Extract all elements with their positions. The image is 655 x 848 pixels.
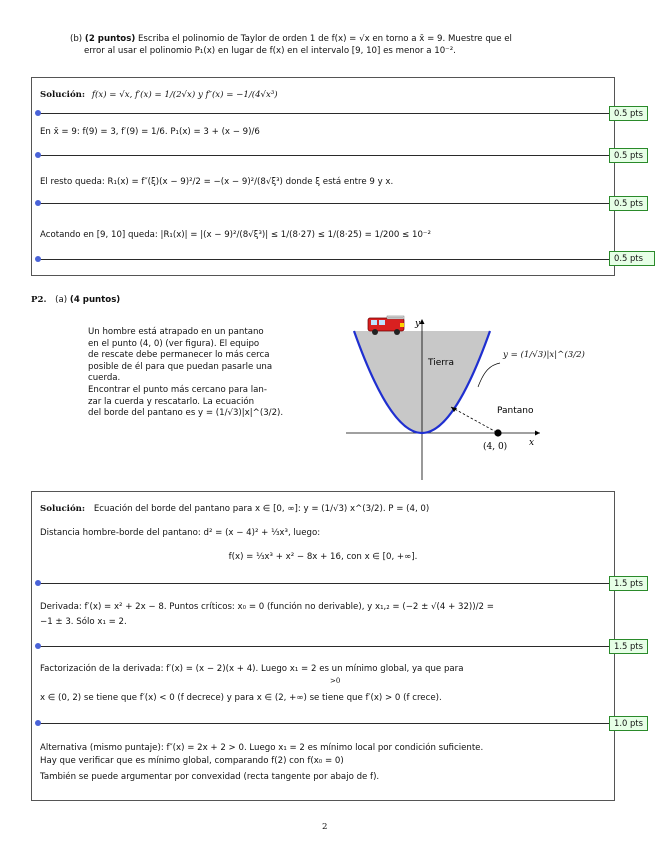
sol-a-r4b: −1 ± 3. Sólo x₁ = 2. <box>40 617 127 627</box>
sol-b-progress-line-4 <box>39 259 611 260</box>
part-b-text1: Escriba el polinomio de Taylor de orden 1 de f(x) = √x en torno a x̄ = 9. Muestre que el <box>137 34 512 44</box>
sol-a-r3: f(x) = ⅓x³ + x² − 8x + 16, con x ∈ [0, +∞]. <box>228 552 418 562</box>
p2-line-8: del borde del pantano es y = (1/√3)|x|^(3/2). <box>88 408 284 419</box>
sol-a-row1 <box>40 504 606 516</box>
sol-a-heading: Solución: <box>40 504 86 514</box>
sol-b-row1 <box>40 90 606 102</box>
part-b-label: (b) <box>70 34 83 44</box>
solution-a-box <box>31 491 615 801</box>
solution-b-box <box>31 77 615 276</box>
p2-line-3: de rescate debe permanecer lo más cerca <box>88 350 270 361</box>
sol-a-progress-line-2 <box>39 646 611 647</box>
sol-a-r5b: x ∈ (0, 2) se tiene que f′(x) < 0 (f decrece) y para x ∈ (2, +∞) se tiene que f′(x) > 0 (f crece). <box>40 693 442 703</box>
part-b-statement <box>70 34 630 57</box>
man-point <box>494 429 501 436</box>
sol-b-r4: Acotando en [9, 10] queda: |R₁(x)| = |(x − 9)²/(8√ξ³)| ≤ 1/(8·27) ≤ 1/(8·25) = 1/200 ≤ 10⁻² <box>40 230 431 240</box>
p2-line-2: en el punto (4, 0) (ver figura). El equipo <box>88 338 260 349</box>
p2-line-1: Un hombre está atrapado en un pantano <box>88 327 264 337</box>
curve-label-arrow <box>478 363 500 387</box>
p2-line-4: posible de él para que puedan pasarle una <box>88 361 273 372</box>
rescue-dashed-line <box>451 407 498 433</box>
sol-a-underbrace-label: >0 <box>330 677 341 685</box>
sol-b-r2: En x̄ = 9: f(9) = 3, f′(9) = 1/6. P₁(x) = 3 + (x − 9)/6 <box>40 127 260 137</box>
curve-equation-label: y = (1/√3)|x|^(3/2) <box>503 350 585 360</box>
sol-a-r6a: Alternativa (mismo puntaje): f″(x) = 2x + 2 > 0. Luego x₁ = 2 es mínimo local por condición suficiente. <box>40 743 484 753</box>
sol-b-r3: El resto queda: R₁(x) = f″(ξ)(x − 9)²/2 = −(x − 9)²/(8√ξ³) donde ξ está entre 9 y x. <box>40 177 394 187</box>
p2-heading <box>31 295 120 307</box>
sol-b-pts-3: 0.5 pts <box>609 196 648 211</box>
sol-a-pts-1: 1.5 pts <box>609 576 648 591</box>
sol-b-heading: Solución: <box>40 90 86 100</box>
p2-line-5: cuerda. <box>88 373 121 384</box>
part-b-line1 <box>70 34 630 46</box>
p2-part: (a) <box>55 295 68 305</box>
sol-a-progress-line-3 <box>39 723 611 724</box>
p2-line-6: Encontrar el punto más cercano para lan- <box>88 384 267 395</box>
y-axis-label: y <box>415 319 421 329</box>
sol-b-progress-line-2 <box>39 155 611 156</box>
page-number: 2 <box>322 822 328 832</box>
p2-line-7: zar la cuerda y rescatarlo. La ecuación <box>88 396 255 407</box>
p2-points: (4 puntos) <box>69 295 121 305</box>
land-label: Tierra <box>428 358 455 368</box>
part-b-text2: error al usar el polinomio P₁(x) en lugar de f(x) en el intervalo [9, 10] es menor a 10⁻². <box>84 45 456 56</box>
sol-b-progress-line-3 <box>39 203 611 204</box>
sol-b-r1: f(x) = √x, f′(x) = 1/(2√x) y f″(x) = −1/(4√x³) <box>91 90 278 100</box>
sol-b-pts-4: 0.5 pts <box>609 251 655 266</box>
sol-b-pts-2: 0.5 pts <box>609 148 648 163</box>
p2-label: P2. <box>31 295 47 305</box>
sol-a-r5a: Factorización de la derivada: f′(x) = (x − 2)(x + 4). Luego x₁ = 2 es un mínimo global, ya que para <box>40 664 464 674</box>
swamp-label: Pantano <box>497 406 534 416</box>
sol-a-r1: Ecuación del borde del pantano para x ∈ [0, ∞]: y = (1/√3) x^(3/2). P = (4, 0) <box>93 504 430 514</box>
sol-b-progress-line-1 <box>39 113 611 114</box>
p2-problem-text <box>88 327 303 420</box>
sol-a-r6b: Hay que verificar que es mínimo global, comparando f(2) con f(x₀ = 0) <box>40 756 344 766</box>
sol-a-pts-2: 1.5 pts <box>609 639 648 654</box>
sol-b-pts-1: 0.5 pts <box>609 106 648 121</box>
part-b-points: (2 puntos) <box>84 34 136 44</box>
sol-a-r2: Distancia hombre-borde del pantano: d² = (x − 4)² + ⅓x³, luego: <box>40 528 321 538</box>
sol-a-r4a: Derivada: f′(x) = x² + 2x − 8. Puntos críticos: x₀ = 0 (función no derivable), y x₁,₂ = (−2 ± √(4 + 32))/2 = <box>40 602 494 612</box>
sol-a-r6c: También se puede argumentar por convexidad (recta tangente por abajo de f). <box>40 772 380 782</box>
sol-a-pts-3: 1.0 pts <box>609 716 648 731</box>
point-label: (4, 0) <box>483 442 508 452</box>
x-axis-label: x <box>529 438 535 448</box>
swamp-figure <box>340 305 550 483</box>
x-axis-arrow <box>535 431 540 436</box>
y-axis-arrow <box>420 319 425 324</box>
sol-a-progress-line-1 <box>39 583 611 584</box>
